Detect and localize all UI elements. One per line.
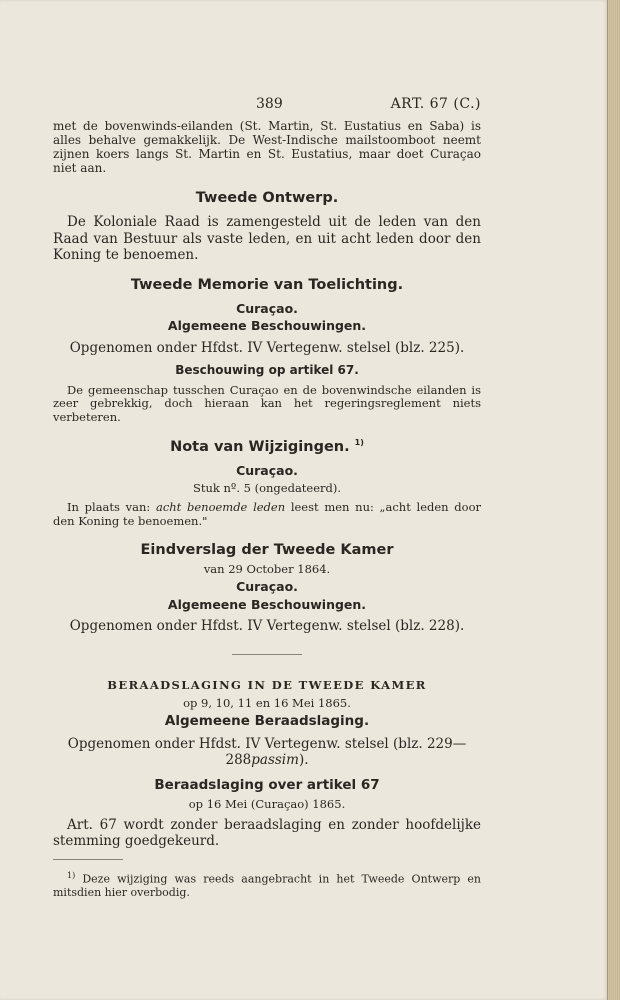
- subheading-curacao: Curaçao.: [236, 579, 298, 595]
- page-content: [53, 96, 481, 911]
- reference-line: Opgenomen onder Hfdst. IV Vertegenw. stelsel (blz. 228).: [69, 618, 465, 635]
- footnote-text: Deze wijziging was reeds aangebracht in het Tweede Ontwerp en mitsdien hier overbodig.: [53, 873, 481, 900]
- text-part: leest men nu: „acht leden door den Koning te benoemen.": [53, 500, 481, 528]
- paragraph-in-plaats-van: [53, 501, 481, 528]
- heading-nota-van-wijzigingen: [53, 438, 481, 456]
- italic-passim: passim: [251, 751, 299, 768]
- reference-line: Opgenomen onder Hfdst. IV Vertegenw. stelsel (blz. 225).: [69, 339, 465, 356]
- paragraph-art-67: Art. 67 wordt zonder beraadslaging en zonder hoofdelijke stemming goedgekeurd.: [53, 817, 481, 850]
- footnote-reference[interactable]: 1): [354, 437, 364, 447]
- subheading-beschouwing-artikel: Beschouwing op artikel 67.: [175, 363, 359, 377]
- text-part: In plaats van:: [67, 500, 151, 515]
- footnote-mark: 1): [67, 871, 76, 881]
- page-number: 389: [256, 96, 283, 112]
- heading-tweede-ontwerp: Tweede Ontwerp.: [195, 189, 339, 206]
- reference-line: [53, 736, 481, 768]
- paragraph-gemeenschap: De gemeenschap tusschen Curaçao en de bovenwindsche eilanden is zeer gebrekkig, doch hieraan kan het regeringsreglement niets verbeteren.: [53, 382, 481, 424]
- running-header: [53, 96, 481, 116]
- heading-nota-text: Nota van Wijzigingen.: [170, 438, 350, 455]
- intro-paragraph: met de bovenwinds-eilanden (St. Martin, St. Eustatius en Saba) is alles behalve gemakkelijk. De West-Indische mailstoomboot neemt zijnen koers langs St. Martin en St. Eustatius, maar doet Curaçao niet aan.: [53, 119, 481, 175]
- subheading-curacao: Curaçao.: [236, 300, 298, 316]
- footnote-divider: [53, 859, 123, 860]
- section-divider: [232, 654, 302, 655]
- text-part: Opgenomen onder Hfdst. IV Vertegenw. stelsel (blz. 229—288: [67, 735, 467, 768]
- subheading-algemeene-beraadslaging: Algemeene Beraadslaging.: [164, 713, 370, 729]
- date-line: op 9, 10, 11 en 16 Mei 1865.: [183, 695, 351, 710]
- date-line: van 29 October 1864.: [203, 561, 331, 576]
- date-line: op 16 Mei (Curaçao) 1865.: [188, 796, 346, 811]
- subheading-curacao: Curaçao.: [236, 462, 298, 478]
- footnote: [53, 871, 481, 900]
- article-reference: ART. 67 (C.): [390, 96, 481, 112]
- text-part: ).: [298, 751, 309, 768]
- paragraph-koloniale-raad: De Koloniale Raad is zamengesteld uit de leden van den Raad van Bestuur als vaste leden, en uit acht leden door den Koning te benoemen.: [53, 214, 481, 263]
- page-edge: [607, 0, 620, 1000]
- italic-phrase: acht benoemde leden: [155, 500, 286, 515]
- heading-eindverslag: Eindverslag der Tweede Kamer: [140, 542, 394, 559]
- heading-memorie-van-toelichting: Tweede Memorie van Toelichting.: [130, 277, 404, 293]
- heading-beraadslaging-artikel-67: Beraadslaging over artikel 67: [154, 777, 380, 794]
- stuk-line: Stuk nº. 5 (ongedateerd).: [192, 481, 342, 496]
- heading-beraadslaging-tweede-kamer: BERAADSLAGING IN DE TWEEDE KAMER: [107, 678, 427, 693]
- subheading-algemeene-beschouwingen: Algemeene Beschouwingen.: [167, 318, 367, 334]
- subheading-algemeene-beschouwingen: Algemeene Beschouwingen.: [167, 596, 367, 612]
